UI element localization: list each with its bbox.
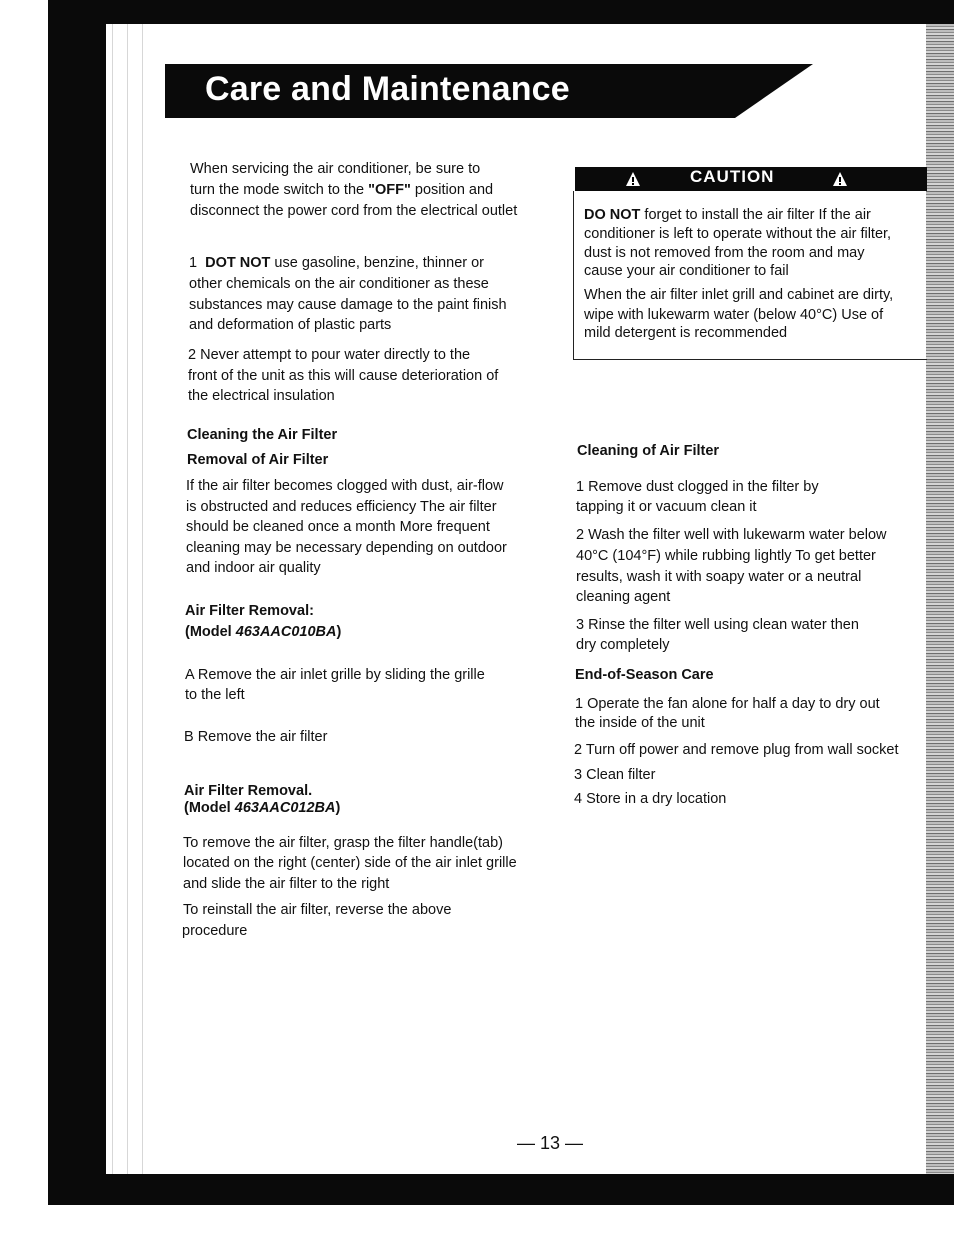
caution-line-6: wipe with lukewarm water (below 40°C) Use of xyxy=(584,307,884,323)
item-2-line-3: the electrical insulation xyxy=(188,388,335,404)
removal-line-2: is obstructed and reduces efficiency The air filter xyxy=(186,499,497,515)
do-not-keyword: DO NOT xyxy=(584,207,641,223)
item-1-line-3: substances may cause damage to the paint finish xyxy=(189,297,507,313)
cleaning-of-heading: Cleaning of Air Filter xyxy=(577,443,720,459)
clean-step-2-line-3: results, wash it with soapy water or a neutral xyxy=(576,569,862,585)
removal-line-5: and indoor air quality xyxy=(186,560,321,576)
scan-border-top xyxy=(48,0,954,24)
page-number: — 13 — xyxy=(517,1133,584,1153)
step-a-line-2: to the left xyxy=(185,687,245,703)
removal-heading: Removal of Air Filter xyxy=(187,452,329,468)
off-keyword: "OFF" xyxy=(368,182,411,198)
item-2-line-1: 2 Never attempt to pour water directly to the xyxy=(188,347,471,363)
caution-line-3: dust is not removed from the room and may xyxy=(584,245,865,261)
intro-line-1: When servicing the air conditioner, be sure to xyxy=(190,161,481,177)
clean-step-2-line-4: cleaning agent xyxy=(576,589,671,605)
item-2-line-2: front of the unit as this will cause deterioration of xyxy=(188,368,499,384)
warning-icon xyxy=(625,171,641,187)
reinstall-line-1: To reinstall the air filter, reverse the above xyxy=(183,902,452,918)
season-step-2: 2 Turn off power and remove plug from wall socket xyxy=(574,742,899,758)
reinstall-line-2: procedure xyxy=(182,923,248,939)
item-1-line-4: and deformation of plastic parts xyxy=(189,317,392,333)
step-a-line-1: A Remove the air inlet grille by sliding the grille xyxy=(185,667,485,683)
caution-label: CAUTION xyxy=(690,167,775,186)
scan-edge-right xyxy=(926,24,954,1174)
removal-line-1: If the air filter becomes clogged with dust, air-flow xyxy=(186,478,504,494)
warning-keyword: DOT NOT xyxy=(205,255,271,271)
season-step-1-line-1: 1 Operate the fan alone for half a day to dry out xyxy=(575,696,880,712)
season-step-1-line-2: the inside of the unit xyxy=(575,715,705,731)
scan-border-bottom xyxy=(48,1174,954,1205)
season-step-4: 4 Store in a dry location xyxy=(574,791,727,807)
clean-step-2-line-2: 40°C (104°F) while rubbing lightly To get better xyxy=(576,548,876,564)
intro-line-2: turn the mode switch to the "OFF" position and xyxy=(190,182,494,198)
caution-line-4: cause your air conditioner to fail xyxy=(584,263,789,279)
model-number-1: 463AAC010BA xyxy=(235,624,337,640)
caution-line-7: mild detergent is recommended xyxy=(584,325,788,341)
intro-line-3: disconnect the power cord from the electrical outlet xyxy=(190,203,518,219)
model-number-2: 463AAC012BA xyxy=(234,800,336,816)
season-heading: End-of-Season Care xyxy=(575,667,714,683)
caution-line-5: When the air filter inlet grill and cabinet are dirty, xyxy=(584,287,894,303)
model-1-heading: Air Filter Removal: xyxy=(185,603,314,619)
caution-line-2: conditioner is left to operate without the air filter, xyxy=(584,226,892,242)
clean-step-1-line-1: 1 Remove dust clogged in the filter by xyxy=(576,479,819,495)
page-title: Care and Maintenance xyxy=(205,70,570,108)
season-step-3: 3 Clean filter xyxy=(574,767,656,783)
title-banner xyxy=(165,64,813,118)
caution-header xyxy=(575,167,927,191)
removal2-line-3: and slide the air filter to the right xyxy=(183,876,390,892)
item-1-line-1: 1 DOT NOT use gasoline, benzine, thinner or xyxy=(189,255,485,271)
binding-shadow xyxy=(106,24,146,1174)
item-1-line-2: other chemicals on the air conditioner as these xyxy=(189,276,489,292)
removal-line-4: cleaning may be necessary depending on outdoor xyxy=(186,540,507,556)
warning-icon xyxy=(832,171,848,187)
removal-line-3: should be cleaned once a month More frequent xyxy=(186,519,490,535)
clean-step-1-line-2: tapping it or vacuum clean it xyxy=(576,499,757,515)
clean-step-3-line-1: 3 Rinse the filter well using clean water then xyxy=(576,617,859,633)
removal2-line-1: To remove the air filter, grasp the filter handle(tab) xyxy=(183,835,503,851)
caution-line-1: DO NOT forget to install the air filter If the air xyxy=(584,207,871,223)
clean-step-3-line-2: dry completely xyxy=(576,637,670,653)
clean-step-2-line-1: 2 Wash the filter well with lukewarm water below xyxy=(576,527,887,543)
scan-border-left xyxy=(48,0,106,1205)
model-2-heading: Air Filter Removal. xyxy=(184,783,313,799)
removal2-line-2: located on the right (center) side of the air inlet grille xyxy=(183,855,517,871)
model-2-label: (Model 463AAC012BA) xyxy=(184,800,341,816)
model-1-label: (Model 463AAC010BA) xyxy=(185,624,342,640)
step-b: B Remove the air filter xyxy=(184,729,328,745)
cleaning-heading: Cleaning the Air Filter xyxy=(187,427,338,443)
